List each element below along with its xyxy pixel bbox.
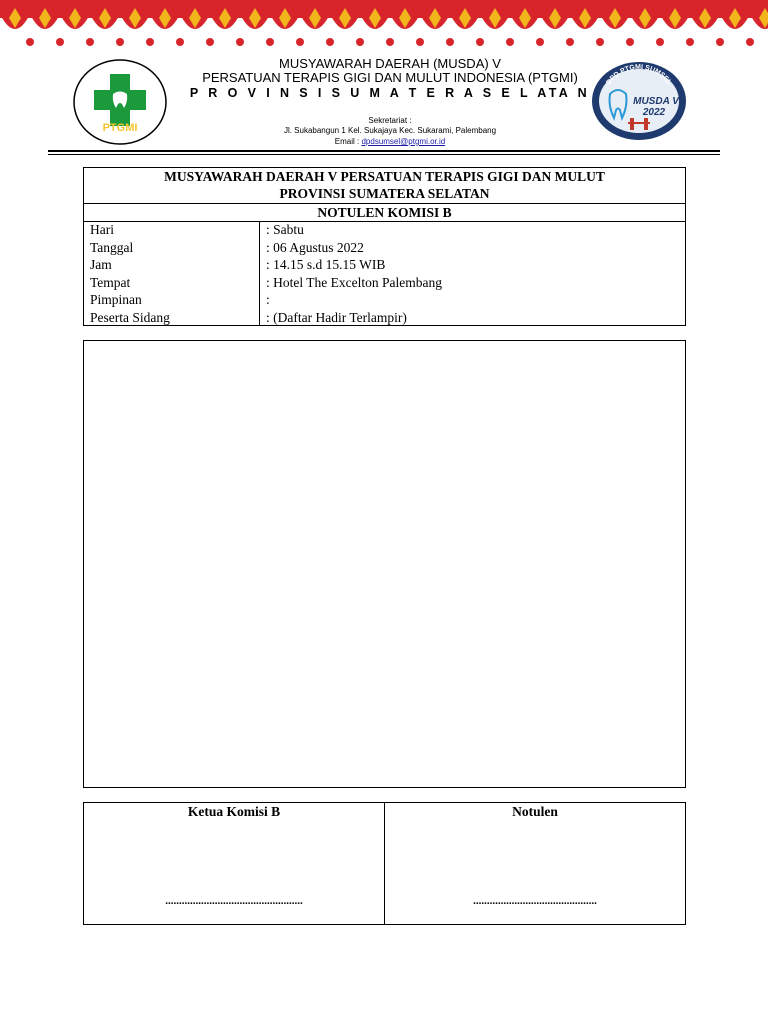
info-value: : (Daftar Hadir Terlampir) [266, 309, 407, 325]
signature-line-ketua: .................................................. [165, 895, 303, 907]
secretariat-address: Jl. Sukabangun 1 Kel. Sukajaya Kec. Sukarami, Palembang [283, 126, 497, 135]
info-value: : Hotel The Excelton Palembang [266, 274, 442, 290]
email-label: Email : [334, 137, 362, 146]
document-title-line-2: PROVINSI SUMATERA SELATAN [279, 186, 490, 201]
email-line [170, 137, 610, 146]
info-label: Tempat [90, 274, 131, 290]
email-link[interactable]: dpdsumsel@ptgmi.or.id [361, 137, 446, 146]
document-subtitle: NOTULEN KOMISI B [317, 205, 452, 220]
letterhead-line-3: P R O V I N S I S U M A T E R A S E L ATA N [189, 86, 591, 100]
notes-box [83, 340, 686, 788]
info-row-pimpinan [84, 291, 685, 309]
secretariat-label: Sekretariat : [368, 116, 412, 125]
info-row-peserta-sidang [84, 309, 685, 327]
info-value: : 14.15 s.d 15.15 WIB [266, 257, 386, 272]
logo-year-text: 2022 [642, 107, 666, 118]
document-title-line-1: MUSYAWARAH DAERAH V PERSATUAN TERAPIS GIGI DAN MULUT [164, 169, 605, 184]
info-label: Peserta Sidang [90, 309, 170, 325]
info-label: Hari [90, 222, 114, 237]
decorative-banner [0, 0, 768, 50]
info-row-jam [84, 256, 685, 274]
info-row-hari [84, 221, 685, 239]
signature-title-notulen: Notulen [512, 804, 558, 819]
info-value: : Sabtu [266, 222, 304, 237]
logo-text: PTGMI [102, 122, 138, 134]
info-row-tanggal [84, 239, 685, 257]
info-value: : 06 Agustus 2022 [266, 239, 364, 255]
ptgmi-logo [72, 58, 168, 146]
signature-title-ketua: Ketua Komisi B [187, 804, 281, 819]
info-label: Jam [90, 257, 112, 272]
info-label: Pimpinan [90, 292, 142, 307]
info-label: Tanggal [90, 239, 134, 255]
signature-table [83, 802, 686, 925]
meeting-info-table [83, 167, 686, 326]
info-row-tempat [84, 274, 685, 292]
letterhead-rule-thick [48, 150, 720, 152]
logo-ring-text: DPD PTGMI SUMSEL [605, 63, 673, 87]
letterhead-line-1: MUSYAWARAH DAERAH (MUSDA) V [279, 56, 501, 71]
info-value: : [266, 292, 270, 307]
signature-line-notulen: ............................................. [473, 895, 597, 907]
letterhead-rule-thin [48, 154, 720, 155]
logo-musda-text: MUSDA V [633, 96, 679, 107]
letterhead-line-2: PERSATUAN TERAPIS GIGI DAN MULUT INDONESIA (PTGMI) [202, 70, 578, 85]
